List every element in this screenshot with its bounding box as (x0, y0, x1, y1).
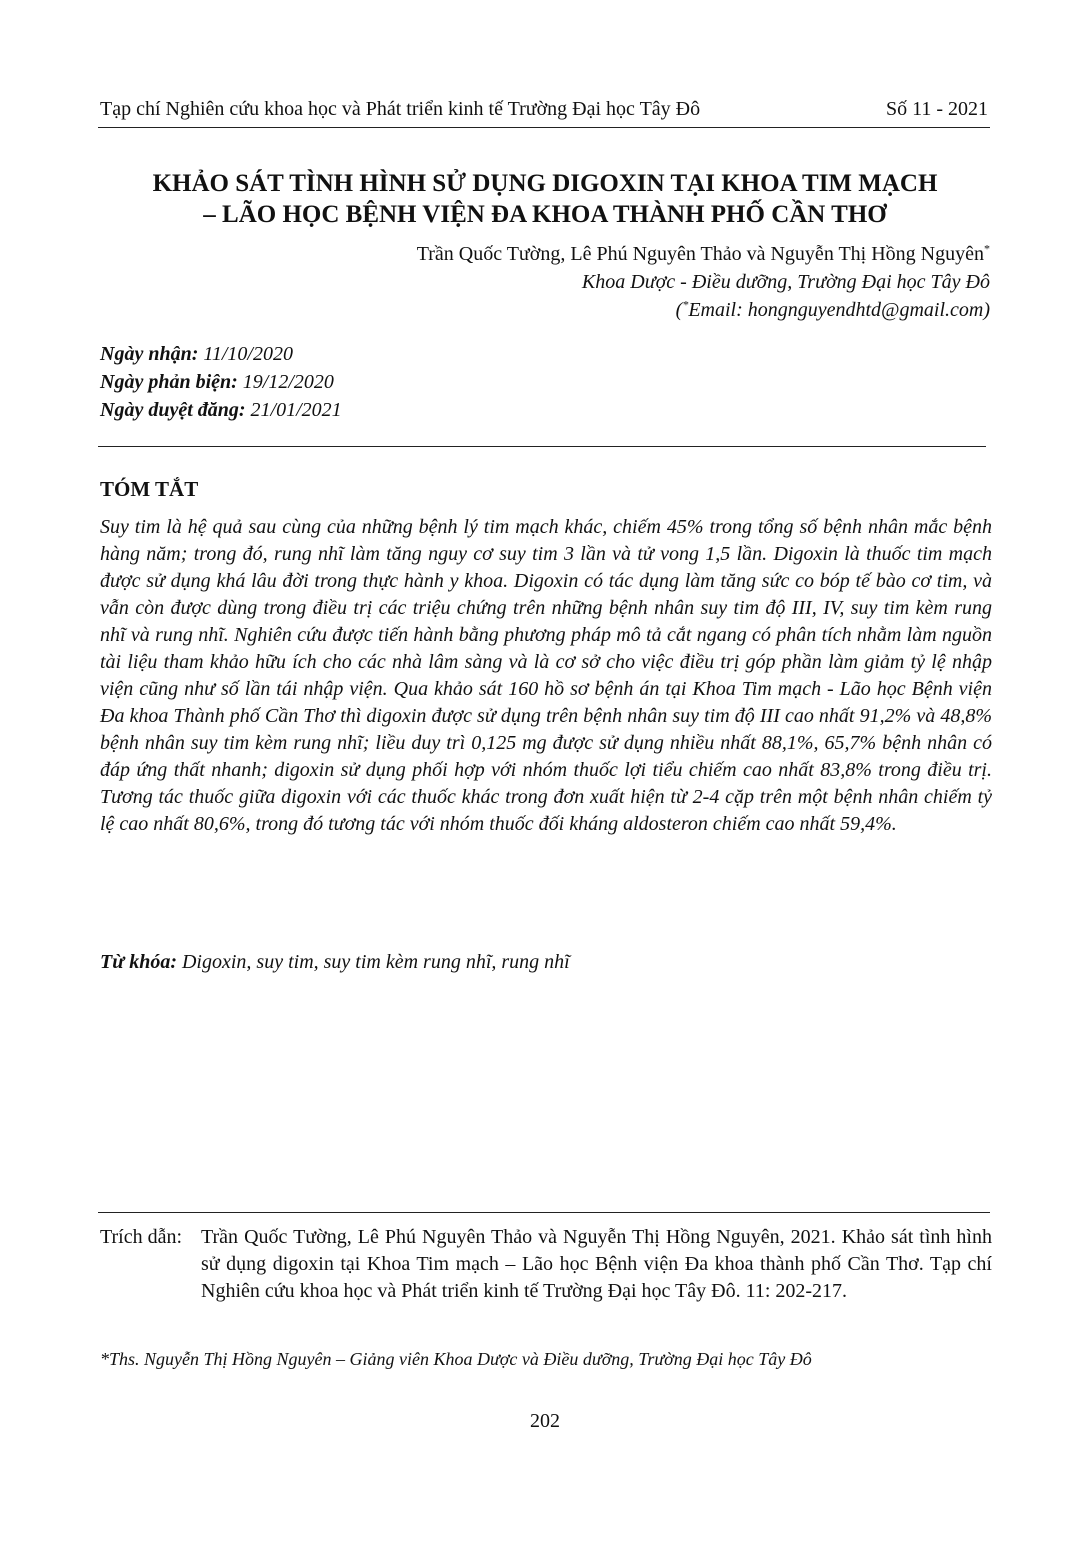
dates-block (100, 340, 342, 424)
citation-text: Trần Quốc Tường, Lê Phú Nguyên Thảo và Nguyễn Thị Hồng Nguyên, 2021. Khảo sát tình hình sử dụng digoxin tại Khoa Tim mạch – Lão học Bệnh viện Đa khoa thành phố Cần Thơ. Tạp chí Nghiên cứu khoa học và Phát triển kinh tế Trường Đại học Tây Đô. 11: 202-217. (201, 1226, 992, 1302)
title-line-1: KHẢO SÁT TÌNH HÌNH SỬ DỤNG DIGOXIN TẠI KHOA TIM MẠCH (152, 170, 938, 197)
author-names-line (417, 240, 990, 268)
issue-number: Số 11 - 2021 (885, 98, 988, 120)
author-footnote: *Ths. Nguyễn Thị Hồng Nguyên – Giảng viên Khoa Dược và Điều dưỡng, Trường Đại học Tây Đô (100, 1349, 812, 1369)
email-mark: * (682, 297, 689, 312)
affiliation: Khoa Dược - Điều dưỡng, Trường Đại học Tây Đô (581, 271, 990, 293)
citation-block (100, 1224, 992, 1305)
accepted-date: Ngày duyệt đăng: 21/01/2021 (100, 399, 342, 421)
received-date: Ngày nhận: 11/10/2020 (100, 343, 293, 365)
reviewed-date: Ngày phản biện: 19/12/2020 (100, 371, 334, 393)
email[interactable]: Email: hongnguyendhtd@gmail.com) (688, 299, 990, 321)
citation-label: Trích dẫn: (100, 1226, 183, 1248)
abstract-text: Suy tim là hệ quả sau cùng của những bệnh lý tim mạch khác, chiếm 45% trong tổng số bệnh nhân mắc bệnh hàng năm; trong đó, rung nhĩ làm tăng nguy cơ suy tim 3 lần và tử vong 1,5 lần. Digoxin là thuốc tim mạch được sử dụng khá lâu đời trong thực hành y khoa. Digoxin có tác dụng làm tăng sức co bóp tế bào cơ tim, và vẫn còn được dùng trong điều trị các triệu chứng trên những bệnh nhân suy tim độ III, IV, suy tim kèm rung nhĩ và rung nhĩ. Nghiên cứu được tiến hành bằng phương pháp mô tả cắt ngang có phân tích nhằm làm nguồn tài liệu tham khảo hữu ích cho các nhà lâm sàng và là cơ sở cho việc điều trị góp phần làm giảm tỷ lệ nhập viện cũng như số lần tái nhập viện. Qua khảo sát 160 hồ sơ bệnh án tại Khoa Tim mạch - Lão học Bệnh viện Đa khoa Thành phố Cần Thơ thì digoxin được sử dụng trên bệnh nhân suy tim độ III cao nhất 91,2% và 48,8% bệnh nhân suy tim kèm rung nhĩ; liều duy trì 0,125 mg được sử dụng nhiều nhất 88,1%, 65,7% bệnh nhân có đáp ứng thất nhanh; digoxin sử dụng phối hợp với nhóm thuốc lợi tiểu chiếm cao nhất 83,8% trong điều trị. Tương tác thuốc giữa digoxin với các thuốc khác trong đơn xuất hiện từ 2-4 cặp trên một bệnh nhân chiếm tỷ lệ cao nhất 80,6%, trong đó tương tác với nhóm thuốc đối kháng aldosteron chiếm cao nhất 59,4%. (100, 516, 992, 835)
header-divider (98, 127, 990, 128)
article-title (90, 168, 1000, 230)
page-number: 202 (530, 1410, 560, 1432)
section-divider (98, 446, 986, 447)
citation-divider (98, 1212, 990, 1213)
journal-header: Tạp chí Nghiên cứu khoa học và Phát triển kinh tế Trường Đại học Tây Đô (100, 98, 701, 120)
email-line: (*Email: hongnguyendhtd@gmail.com) (675, 297, 990, 321)
author-names: Trần Quốc Tường, Lê Phú Nguyên Thảo và Nguyễn Thị Hồng Nguyên (416, 243, 984, 265)
corresponding-mark: * (984, 241, 990, 256)
keywords (100, 951, 570, 974)
keywords-label: Từ khóa: (100, 951, 177, 973)
author-block (417, 240, 990, 324)
abstract-heading: TÓM TẮT (100, 477, 199, 501)
title-line-2: – LÃO HỌC BỆNH VIỆN ĐA KHOA THÀNH PHỐ CẦN THƠ (203, 201, 887, 228)
keywords-text: Digoxin, suy tim, suy tim kèm rung nhĩ, rung nhĩ (181, 951, 570, 973)
